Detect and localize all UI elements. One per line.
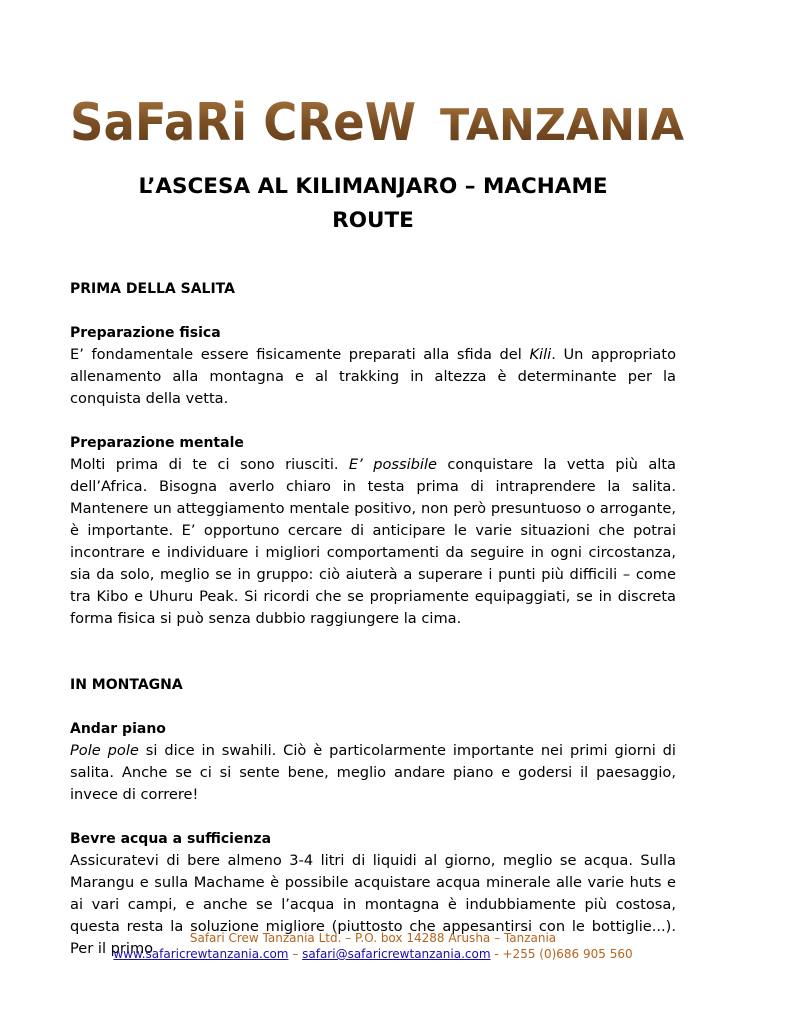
footer-dash: – — [288, 947, 303, 961]
paragraph-preparazione-fisica: E’ fondamentale essere fisicamente preparati alla sfida del Kili. Un appropriato allenamento alla montagna e al trakking in altezza è determinante per la conquista della vetta. — [70, 346, 676, 407]
footer-contacts — [70, 946, 676, 962]
logo-text-tanzania: TANZANIA — [440, 100, 684, 150]
italic-pole-pole: Pole pole — [70, 742, 139, 759]
footer-address: Safari Crew Tanzania Ltd. – P.O. box 14288 Arusha – Tanzania — [189, 931, 557, 945]
footer-phone: - +255 (0)686 905 560 — [490, 947, 633, 961]
section-heading-prima: PRIMA DELLA SALITA — [70, 281, 235, 297]
logo-text-safari-crew: SaFaRi CReW — [70, 93, 416, 150]
paragraph-preparazione-mentale: Molti prima di te ci sono riusciti. E’ possibile conquistare la vetta più alta dell’Africa. Bisogna averlo chiaro in testa prima di intraprendere la salita. Mantenere un atteggiamento mentale positivo, non però presuntuoso o arrogante, è importante. E’ opportuno cercare di anticipare le varie situazioni che potrai incontrare e individuare i migliori comportamenti da seguire in ogni circostanza, sia da solo, meglio se in gruppo: ciò aiuterà a superare i punti più difficili – come tra Kibo e Uhuru Peak. Si ricordi che se propriamente equipaggiati, se in discreta forma fisica si può senza dubbio raggiungere la cima. — [70, 456, 676, 627]
title-line-2: ROUTE — [332, 208, 414, 233]
subheading-preparazione-mentale: Preparazione mentale — [70, 435, 244, 451]
paragraph-andar-piano: Pole pole si dice in swahili. Ciò è particolarmente importante nei primi giorni di salita. Anche se ci si sente bene, meglio andare piano e godersi il paesaggio, invece di correre! — [70, 742, 676, 803]
title-line-1: L’ASCESA AL KILIMANJARO – MACHAME — [138, 174, 608, 199]
italic-kili: Kili — [529, 346, 552, 363]
website-link[interactable]: www.safaricrewtanzania.com — [113, 947, 289, 961]
section-heading-montagna: IN MONTAGNA — [70, 677, 183, 693]
safari-crew-logo — [68, 92, 686, 150]
paragraph-bevre-acqua: Assicuratevi di bere almeno 3-4 litri di liquidi al giorno, meglio se acqua. Sulla Marangu e sulla Machame è possibile acquistare acqua minerale alle varie huts e ai vari campi, e anche se l’acqua in montagna è indubbiamente più costosa, questa resta la soluzione migliore (piuttosto che appesantirsi con le bottiglie...). Per il primo — [70, 852, 676, 957]
document-title — [70, 170, 676, 238]
email-link[interactable]: safari@safaricrewtanzania.com — [302, 947, 491, 961]
subheading-bevre-acqua: Bevre acqua a sufficienza — [70, 831, 272, 847]
subheading-preparazione-fisica: Preparazione fisica — [70, 325, 221, 341]
subheading-andar-piano: Andar piano — [70, 721, 166, 737]
page-footer — [70, 930, 676, 962]
italic-e-possibile: E’ possibile — [348, 456, 437, 473]
document-body — [70, 278, 676, 960]
